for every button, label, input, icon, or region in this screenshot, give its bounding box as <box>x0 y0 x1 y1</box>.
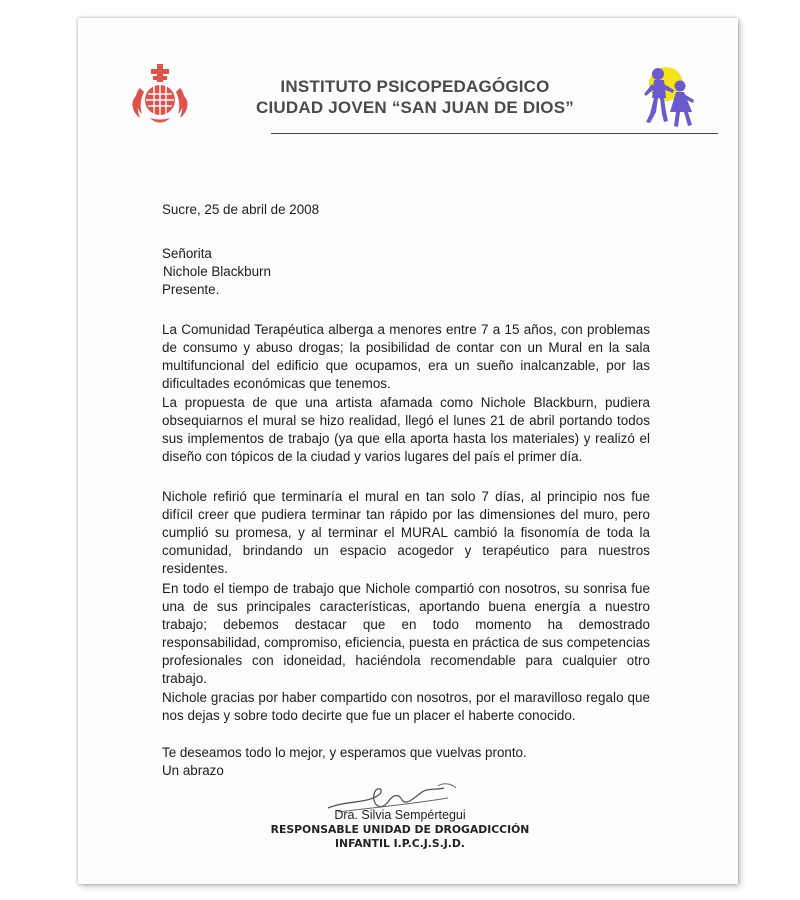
body-paragraph: La propuesta de que una artista afamada como Nichole Blackburn, pudiera obsequiarnos el mural se hizo realidad, llegó el lunes 21 de abril portando todos sus implementos de trabajo (ya que ella aporta hasta los materiales) y realizó el diseño con tópicos de la ciudad y varios lugares del país el primer día. <box>162 395 650 464</box>
closing-wishes: Te deseamos todo lo mejor, y esperamos que vuelvas pronto. <box>162 745 527 760</box>
institution-subtitle: CIUDAD JOVEN “SAN JUAN DE DIOS” <box>256 98 574 117</box>
body-paragraph: Nichole refirió que terminaría el mural en tan solo 7 días, al principio nos fue difícil creer que pudiera terminar tan rápido por las dimensiones del muro, pero cumplió su promesa, y al terminar el MURAL cambió la fisonomía de toda la comunidad, brindando un espacio acogedor y terapéutico para nuestros residentes. <box>162 489 650 576</box>
signer-title: RESPONSABLE UNIDAD DE DROGADICCIÓN <box>270 823 530 836</box>
institution-name: INSTITUTO PSICOPEDAGÓGICO <box>280 77 550 96</box>
signer-name: Dra. Silvia Sempértegui <box>334 808 466 822</box>
cross-emblem-logo <box>128 62 192 126</box>
signature-block <box>230 808 570 851</box>
closing-block <box>162 744 527 780</box>
children-sun-logo <box>636 62 702 132</box>
recipient-presente: Presente. <box>162 282 220 297</box>
recipient-name: Nichole Blackburn <box>163 264 271 279</box>
institution-header <box>200 76 630 118</box>
signer-unit: INFANTIL I.P.C.J.S.J.D. <box>335 837 465 850</box>
header-divider <box>271 133 718 134</box>
body-paragraph: En todo el tiempo de trabajo que Nichole compartió con nosotros, su sonrisa fue una de sus principales características, aportando buena energía a nuestro trabajo; debemos destacar que en todo momento ha demostrado responsabilidad, compromiso, eficiencia, puesta en práctica de sus competencias profesionales con idoneidad, haciéndola recomendable para cualquier otro trabajo. <box>162 581 650 686</box>
body-paragraph: La Comunidad Terapéutica alberga a menores entre 7 a 15 años, con problemas de consumo y abuso drogas; la posibilidad de contar con un Mural en la sala multifuncional del edificio que ocupamos, era un sueño inalcanzable, por las dificultades económicas que tenemos. <box>162 322 650 391</box>
closing-abrazo: Un abrazo <box>162 763 224 778</box>
letter-date: Sucre, 25 de abril de 2008 <box>162 202 320 217</box>
recipient-block <box>162 245 271 299</box>
body-paragraph: Nichole gracias por haber compartido con nosotros, por el maravilloso regalo que nos dejas y sobre todo decirte que fue un placer el haberte conocido. <box>162 690 650 723</box>
recipient-salutation: Señorita <box>162 246 212 261</box>
